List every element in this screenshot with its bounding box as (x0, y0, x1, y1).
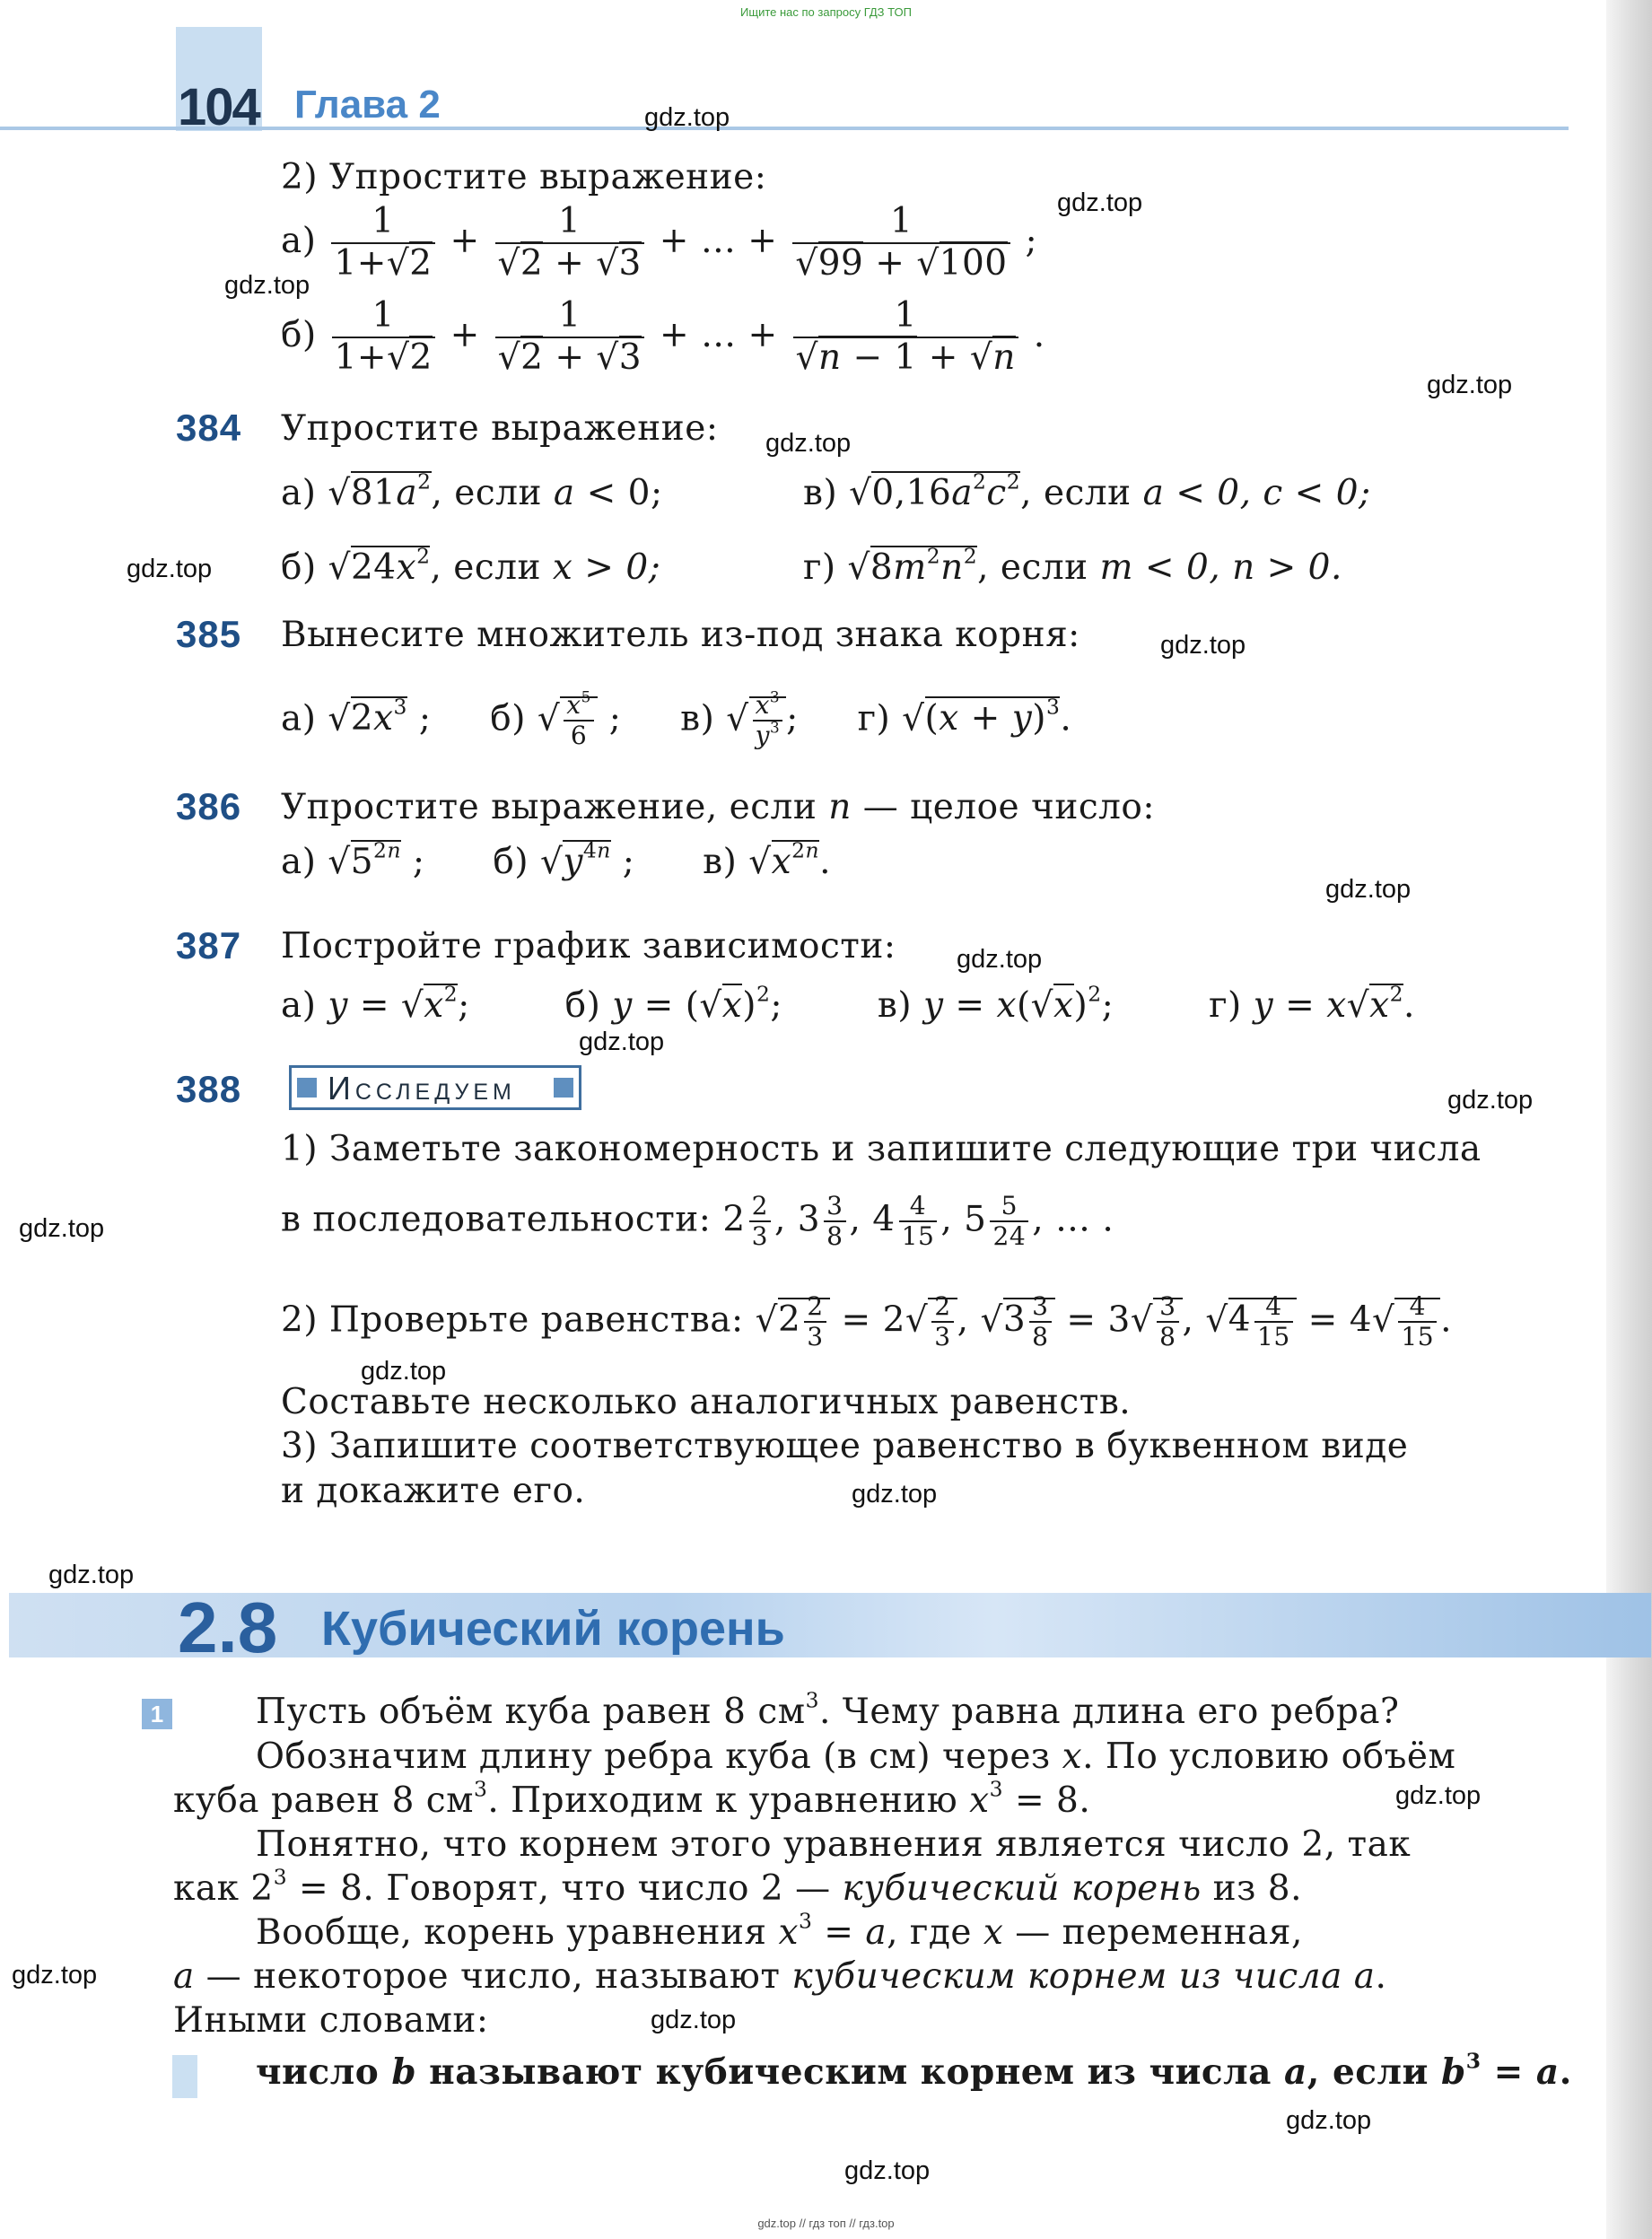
ellipsis: + … + (660, 314, 778, 355)
text: = 8. (1014, 1780, 1091, 1821)
ex383-a-label: а) (281, 220, 317, 261)
fraction: $\frac{1}{√99 + √100}$ (792, 202, 1010, 284)
explore-badge (289, 1065, 581, 1110)
fraction: $\frac{1}{√2 + √3}$ (495, 296, 644, 379)
watermark: gdz.top (1325, 875, 1412, 904)
ex384-b: б) $√24x^2$, если x > 0; (281, 543, 661, 588)
watermark: gdz.top (644, 103, 730, 132)
watermark: gdz.top (12, 1961, 98, 1990)
watermark: gdz.top (19, 1214, 105, 1243)
watermark: gdz.top (852, 1480, 938, 1509)
badge-right-icon (554, 1078, 573, 1098)
marker-number: 1 (150, 1701, 164, 1727)
body-line-6: Вообще, корень уравнения $x^3 = a$, где x — переменная, (256, 1908, 1303, 1953)
ex388-p3-line2: и докажите его. (281, 1471, 586, 1511)
body-line-2: Обозначим длину ребра куба (в см) через x. По условию объём (256, 1736, 1456, 1777)
ex383-b-label: б) (281, 314, 317, 355)
section-title: Кубический корень (321, 1602, 785, 1656)
ellipsis: + … + (659, 220, 778, 261)
explore-badge-label: Исследуем (328, 1070, 516, 1106)
watermark: gdz.top (1057, 188, 1143, 217)
text: . Приходим к уравнению (487, 1780, 958, 1821)
text: m < 0, n > 0. (1099, 547, 1342, 588)
ex388-p1-line2: в последовательности: 2 $\frac{2}{3}$ , 3 $\frac{3}{8}$ , 4 $\frac{4}{15}$ , 5 $\frac{5}{24}$ , … . (281, 1191, 1114, 1252)
label: а) (281, 842, 317, 882)
text: = (824, 1912, 854, 1953)
chapter-title: Глава 2 (294, 83, 441, 127)
definition: число b называют кубическим корнем из числа a, если $b^3 = a$. (256, 2048, 1572, 2093)
label: а) (281, 698, 317, 739)
body-line-5: как $2^3 = 8$. Говорят, что число 2 — кубический корень из 8. (173, 1864, 1302, 1909)
text: Упростите выражение, если (281, 787, 817, 827)
watermark: gdz.top (1160, 631, 1246, 660)
text: . Чему равна длина его ребра? (818, 1692, 1400, 1732)
text: — некоторое число, называют (205, 1956, 781, 1997)
ex386-items: а) $√5^{2n}$ ; б) $√y^{4n}$ ; в) $√x^{2n}$. (281, 837, 831, 882)
var: a (553, 473, 575, 513)
point-marker-icon (142, 1699, 172, 1729)
text: , если (431, 473, 543, 513)
fraction: $\frac{4}{15}$ (1398, 1292, 1437, 1352)
ex383-a: а) $\frac{1}{1+√2}$ + $\frac{1}{√2 + √3}$ + … + $\frac{1}{√99 + √100}$ ; (281, 201, 1038, 284)
ex384-a: а) $√81a^2$, если a < 0; (281, 468, 663, 513)
text: Обозначим длину ребра куба (в см) через (256, 1736, 1051, 1777)
body-line-4: Понятно, что корнем этого уравнения является число 2, так (256, 1824, 1412, 1865)
text: 2) Проверьте равенства: (281, 1299, 744, 1341)
ex386-number: 386 (176, 785, 242, 827)
label: в) (803, 473, 838, 513)
label: б) (564, 985, 601, 1026)
bottom-watermark: gdz.top // гдз топ // гдз.top (757, 2217, 895, 2230)
label: б) (490, 698, 526, 739)
label: а) (281, 473, 317, 513)
watermark: gdz.top (127, 555, 213, 583)
ex384-title: Упростите выражение: (281, 408, 719, 449)
fraction: $\frac{2}{3}$ (749, 1192, 771, 1252)
ex386-title (281, 787, 1155, 827)
text: из 8. (1212, 1868, 1302, 1909)
fraction: $\frac{x^5}{6}$ (564, 691, 594, 751)
ex387-title: Постройте график зависимости: (281, 926, 896, 966)
fraction: $\frac{3}{8}$ (824, 1192, 845, 1252)
text: , если (1020, 473, 1132, 513)
ex384-v: в) $√0,16a^2c^2$, если a < 0, c < 0; (803, 468, 1371, 513)
watermark: gdz.top (48, 1561, 135, 1589)
fraction: $\frac{5}{24}$ (990, 1192, 1028, 1252)
fraction: $\frac{1}{1+√2}$ (331, 202, 434, 284)
label: г) (1209, 985, 1242, 1026)
ex385-title: Вынесите множитель из-под знака корня: (281, 615, 1080, 655)
text: Пусть объём куба равен 8 см (256, 1692, 806, 1732)
text: . По условию объём (1082, 1736, 1456, 1777)
term: кубический корень (842, 1868, 1202, 1909)
text: , если (430, 547, 541, 588)
label: г) (857, 698, 891, 739)
text: — целое число: (862, 787, 1156, 827)
fraction: $\frac{3}{8}$ (1029, 1292, 1051, 1352)
fraction: $\frac{3}{8}$ (1157, 1292, 1178, 1352)
body-line-8: Иными словами: (173, 2000, 489, 2041)
label: в) (703, 842, 738, 882)
text: называют кубическим корнем из числа (429, 2051, 1272, 2093)
body-line-7: a — некоторое число, называют кубическим корнем из числа a. (173, 1956, 1387, 1997)
term: кубическим корнем из числа (791, 1956, 1342, 1997)
text: число (256, 2051, 380, 2093)
watermark: gdz.top (651, 2006, 737, 2034)
watermark: gdz.top (1447, 1086, 1534, 1115)
text: , где (887, 1912, 972, 1953)
watermark: gdz.top (765, 429, 852, 458)
section-number: 2.8 (178, 1587, 278, 1667)
ex383-part2-title: 2) Упростите выражение: (281, 157, 767, 197)
ex387-items: а) $y = √x^2$; б) $y = (√x)^2$; в) $y = x(√x)^2$; г) $y = x√x^2$. (281, 981, 1415, 1026)
ex387-number: 387 (176, 924, 242, 966)
fraction: $\frac{2}{3}$ (931, 1292, 953, 1352)
text: a < 0, c < 0; (1142, 473, 1371, 513)
page-edge-shadow (1606, 0, 1652, 2239)
ex384-number: 384 (176, 407, 242, 449)
text: , … . (1032, 1199, 1114, 1240)
body-line-1: Пусть объём куба равен 8 $см^3$. Чему равна длина его ребра? (256, 1687, 1400, 1732)
watermark: gdz.top (844, 2156, 931, 2185)
fraction: $\frac{2}{3}$ (804, 1292, 826, 1352)
punct: ; (1025, 220, 1038, 261)
ex388-p2: 2) Проверьте равенства: √2 $\frac{2}{3}$ = 2√ $\frac{2}{3}$ , √3 $\frac{3}{8}$ = 3√ $\frac{3}{8}$ , √4 $\frac{4}{15}$ = 4√ $\frac{4}{15}$ . (281, 1291, 1453, 1352)
fraction: $\frac{1}{√n - 1 + √n}$ (793, 296, 1018, 379)
text: < 0; (586, 473, 663, 513)
fraction: $\frac{x^3}{y^3}$ (753, 691, 783, 751)
text: x > 0; (552, 547, 661, 588)
text: = 8. Говорят, что число 2 — (299, 1868, 831, 1909)
label: б) (281, 547, 317, 588)
fraction: $\frac{1}{√2 + √3}$ (495, 202, 644, 284)
fraction: $\frac{4}{15}$ (1254, 1292, 1293, 1352)
watermark: gdz.top (361, 1357, 447, 1386)
page-number: 104 (178, 78, 259, 136)
label: г) (803, 547, 836, 588)
label: в) (877, 985, 913, 1026)
text: , если (977, 547, 1088, 588)
label: а) (281, 985, 317, 1026)
watermark: gdz.top (957, 945, 1043, 974)
label: б) (493, 842, 529, 882)
ex388-p2-continued: Составьте несколько аналогичных равенств. (281, 1382, 1132, 1422)
ex388-number: 388 (176, 1068, 242, 1110)
ex388-p1-line1: 1) Заметьте закономерность и запишите следующие три числа (281, 1129, 1482, 1169)
label: в) (680, 698, 715, 739)
var: n (828, 787, 852, 827)
ex383-b: б) $\frac{1}{1+√2}$ + $\frac{1}{√2 + √3}$ + … + $\frac{1}{√n - 1 + √n}$ . (281, 295, 1045, 378)
fraction: $\frac{1}{1+√2}$ (332, 296, 435, 379)
watermark: gdz.top (1395, 1781, 1482, 1810)
watermark: gdz.top (224, 271, 310, 300)
body-line-3: куба равен 8 $см^3$. Приходим к уравнению $x^3 = 8$. (173, 1776, 1091, 1821)
watermark: gdz.top (1427, 371, 1513, 399)
text: в последовательности: (281, 1199, 712, 1240)
badge-left-icon (297, 1078, 317, 1098)
punct: . (1033, 314, 1045, 355)
watermark: gdz.top (1286, 2106, 1372, 2135)
top-watermark: Ищите нас по запросу ГДЗ ТОП (740, 5, 912, 19)
ex384-g: г) $√8m^2n^2$, если m < 0, n > 0. (803, 543, 1342, 588)
text: , если (1307, 2051, 1429, 2093)
text: как 2 (173, 1868, 274, 1909)
text: куба равен 8 см (173, 1780, 474, 1821)
definition-marker (172, 2055, 197, 2098)
fraction: $\frac{4}{15}$ (899, 1192, 938, 1252)
ex388-p3-line1: 3) Запишите соответствующее равенство в буквенном виде (281, 1426, 1409, 1466)
ex385-number: 385 (176, 613, 242, 655)
watermark: gdz.top (579, 1028, 665, 1056)
text: Вообще, корень уравнения (256, 1912, 767, 1953)
ex385-items: а) $√2x^3$ ; б) √ $\frac{x^5}{6}$ ; в) √ $\frac{x^3}{y^3}$ ; г) $√(x + y)^3$. (281, 687, 1072, 751)
text: — переменная, (1015, 1912, 1303, 1953)
